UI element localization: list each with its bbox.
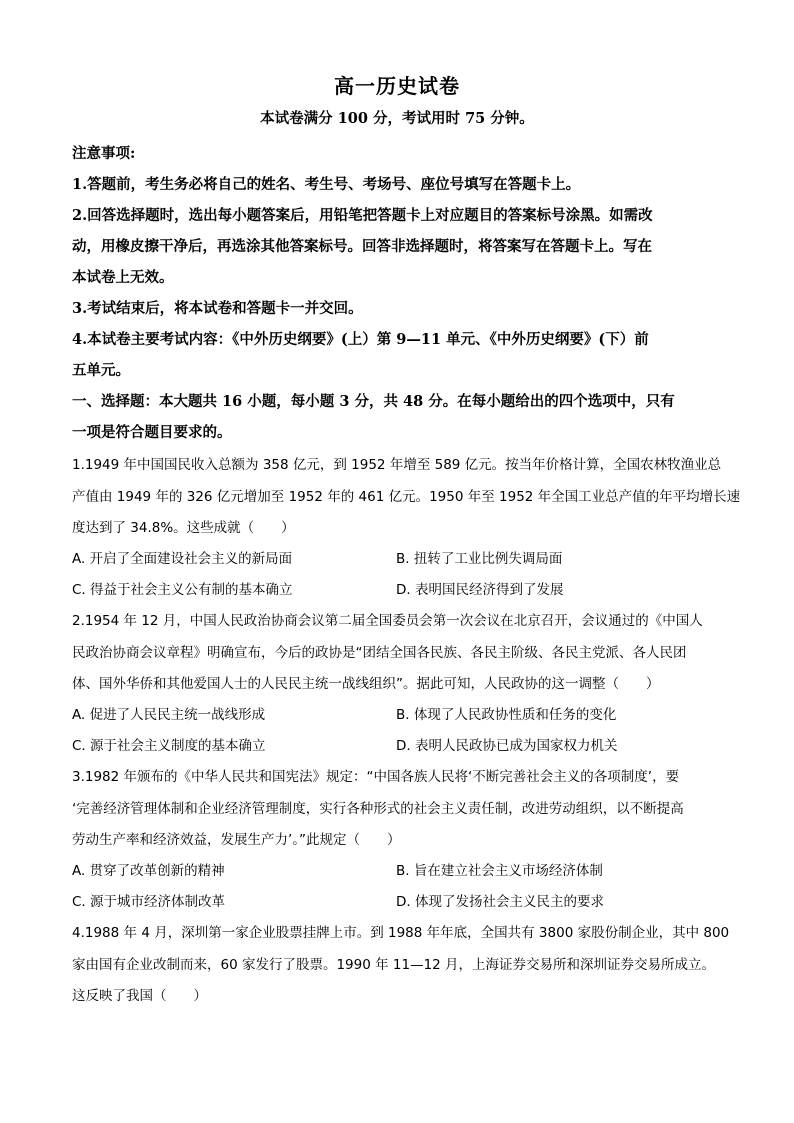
question-3-stem: 3.1982 年颁布的《中华人民共和国宪法》规定：“中国各族人民将‘不断完善社会主义的各项制度’，要: [72, 769, 680, 785]
notes-line: 3.考试结束后，将本试卷和答题卡一并交回。: [72, 300, 363, 317]
question-3-stem: ‘完善经济管理体制和企业经济管理制度，实行各种形式的社会主义责任制，改进劳动组织，以不断提高: [72, 801, 684, 817]
question-1-option-a[interactable]: A. 开启了全面建设社会主义的新局面: [72, 551, 293, 567]
exam-subtitle: 本试卷满分 100 分，考试用时 75 分钟。: [260, 110, 534, 127]
question-2-option-d[interactable]: D. 表明人民政协已成为国家权力机关: [396, 738, 618, 754]
question-1-stem: 度达到了 34.8%。这些成就（ ）: [72, 520, 295, 536]
question-2-stem: 体、国外华侨和其他爱国人士的人民民主统一战线组织”。据此可知，人民政协的这一调整（ ）: [72, 676, 660, 692]
question-3-option-d[interactable]: D. 体现了发扬社会主义民主的要求: [396, 894, 604, 910]
question-1-option-d[interactable]: D. 表明国民经济得到了发展: [396, 582, 564, 598]
notes-line: 动，用橡皮擦干净后，再选涂其他答案标号。回答非选择题时，将答案写在答题卡上。写在: [72, 238, 652, 255]
question-1-option-b[interactable]: B. 扭转了工业比例失调局面: [396, 551, 563, 567]
notes-line: 1.答题前，考生务必将自己的姓名、考生号、考场号、座位号填写在答题卡上。: [72, 176, 581, 193]
notes-heading: 注意事项:: [72, 145, 136, 162]
question-1-stem: 1.1949 年中国国民收入总额为 358 亿元，到 1952 年增至 589 亿元。按当年价格计算，全国农林牧渔业总: [72, 457, 722, 473]
question-2-option-a[interactable]: A. 促进了人民民主统一战线形成: [72, 707, 266, 723]
page-title: 高一历史试卷: [334, 74, 460, 98]
question-4-stem: 这反映了我国（ ）: [72, 988, 207, 1004]
section-heading: 一、选择题：本大题共 16 小题，每小题 3 分，共 48 分。在每小题给出的四个选项中，只有: [72, 393, 675, 410]
question-4-stem: 4.1988 年 4 月，深圳第一家企业股票挂牌上市。到 1988 年年底，全国共有 3800 家股份制企业，其中 800: [72, 925, 730, 941]
question-2-option-c[interactable]: C. 源于社会主义制度的基本确立: [72, 738, 266, 754]
question-2-option-b[interactable]: B. 体现了人民政协性质和任务的变化: [396, 707, 617, 723]
question-1-stem: 产值由 1949 年的 326 亿元增加至 1952 年的 461 亿元。1950 年至 1952 年全国工业总产值的年平均增长速: [72, 489, 741, 505]
notes-line: 2.回答选择题时，选出每小题答案后，用铅笔把答题卡上对应题目的答案标号涂黑。如需改: [72, 207, 653, 224]
question-3-option-c[interactable]: C. 源于城市经济体制改革: [72, 894, 226, 910]
notes-line: 五单元。: [72, 362, 130, 379]
question-2-stem: 民政治协商会议章程》明确宣布，今后的政协是“团结全国各民族、各民主阶级、各民主党派、各人民团: [72, 645, 687, 661]
section-heading: 一项是符合题目要求的。: [72, 424, 232, 441]
question-3-option-b[interactable]: B. 旨在建立社会主义市场经济体制: [396, 863, 603, 879]
notes-line: 本试卷上无效。: [72, 269, 174, 286]
notes-line: 4.本试卷主要考试内容：《中外历史纲要》(上）第 9—11 单元、《中外历史纲要》(下）前: [72, 331, 649, 348]
question-3-stem: 劳动生产率和经济效益，发展生产力’。”此规定（ ）: [72, 832, 401, 848]
question-1-option-c[interactable]: C. 得益于社会主义公有制的基本确立: [72, 582, 293, 598]
question-4-stem: 家由国有企业改制而来，60 家发行了股票。1990 年 11—12 月，上海证券交易所和深圳证券交易所成立。: [72, 957, 716, 973]
question-3-option-a[interactable]: A. 贯穿了改革创新的精神: [72, 863, 225, 879]
question-2-stem: 2.1954 年 12 月，中国人民政治协商会议第二届全国委员会第一次会议在北京召开，会议通过的《中国人: [72, 613, 703, 629]
